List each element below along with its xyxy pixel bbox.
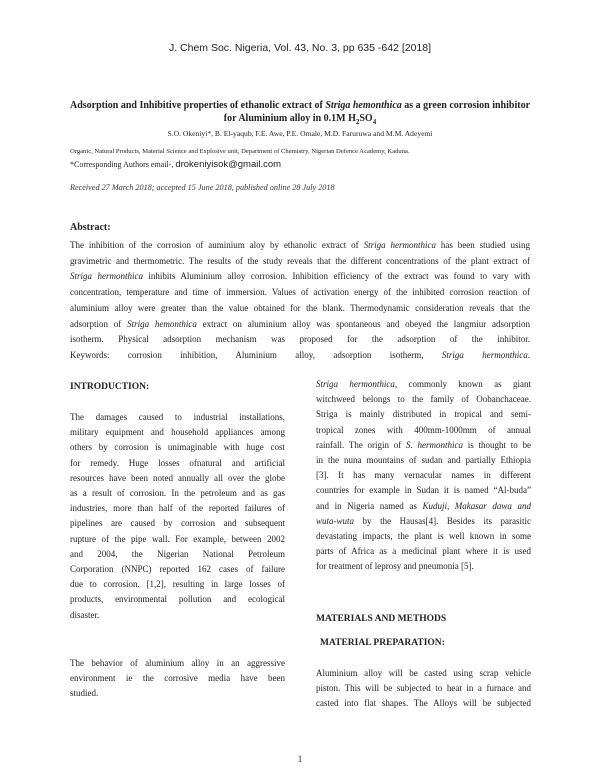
- corresponding-email[interactable]: drokeniyisok@gmail.com: [175, 159, 282, 170]
- corresponding-author: [70, 159, 281, 170]
- abstract-line: concentration, temperature and time of immersion. Values of activation energy of the inhibited corrosion reaction of: [70, 287, 530, 298]
- author-list: S.O. Okeniyi*, B. El-yaqub, F.E. Awe, P.E. Omale, M.D. Faruruwa and M.M. Adeyemi: [167, 129, 433, 138]
- text-line: pipelines are caused by corrosion and subsequent: [70, 518, 285, 529]
- text-line: Striga is mainly distributed in tropical and semi-: [316, 409, 531, 420]
- text-line: environment ie the corrosive media have been: [70, 673, 285, 684]
- text-line: industries, more than half of the reported failures of: [70, 503, 285, 514]
- abstract-heading: Abstract:: [70, 222, 111, 233]
- page-number: 1: [297, 754, 303, 764]
- title-part2: as a green corrosion inhibitor: [401, 100, 531, 111]
- text-line: piston. This will be subjected to heat in a furnace and: [316, 683, 531, 694]
- text-line: Striga hermonthica, commonly known as giant: [316, 379, 531, 389]
- abstract-line: isotherm. Physical adsorption mechanism was proposed for the adsorption of the inhibitor.: [70, 334, 530, 345]
- title-line2: for Aluminium alloy in 0.1M H: [223, 113, 356, 124]
- text-line: resources have been noted annually all over the globe: [70, 472, 285, 483]
- journal-header: J. Chem Soc. Nigeria, Vol. 43, No. 3, pp 635 -642 [2018]: [168, 42, 432, 54]
- text-line: devastating impacts, the plant is well known in some: [316, 531, 531, 542]
- title-sub2: 4: [372, 118, 377, 126]
- text-line: products, environmental pollution and ecological: [70, 594, 285, 605]
- text-line: studied.: [70, 688, 99, 699]
- affiliation: Organic, Natural Products, Material Science and Explosive unit, Department of Chemistry, Nigerian Defence Academy, Kaduna.: [70, 148, 410, 155]
- abstract-body: [70, 238, 530, 364]
- text-line: rupture of the pipe wall. For example, between 2002: [70, 533, 285, 544]
- text-line: tropical zones with 400mm-1000mm of annual: [316, 424, 531, 435]
- text-line: wuta-wuta by the Hausas[4]. Besides its parasitic: [316, 515, 531, 526]
- text-line: in the nuna mountains of sudan and partially Ethiopia: [316, 455, 531, 466]
- text-line: The behavior of aluminium alloy in an aggressive: [70, 658, 285, 668]
- abstract-line: gravimetric and thermometric. The results of the study reveals that the different concentrations of the plant extract of: [70, 255, 530, 266]
- text-line: casted into flat shapes. The Alloys will be subjected: [316, 698, 531, 709]
- material-preparation-heading: MATERIAL PREPARATION:: [320, 638, 445, 648]
- text-line: witchweed belongs to the family of Oobanchaceae.: [316, 394, 531, 405]
- keywords: Keywords: corrosion inhibition, Aluminium alloy, adsorption isotherm, Striga hermonthica.: [70, 349, 530, 360]
- text-line: parts of Africa as a medicinal plant where it is used: [316, 546, 531, 557]
- text-line: for treatment of leprosy and pneumonia [5].: [316, 561, 474, 572]
- introduction-heading: INTRODUCTION:: [70, 382, 150, 392]
- text-line: others by corrosion is unimaginable with huge cost: [70, 442, 285, 453]
- text-line: Aluminium alloy will be casted using scrap vehicle: [316, 668, 531, 678]
- text-line: countries for example in Sudan it is named “Al-buda”: [316, 485, 531, 496]
- text-line: for remedy. Huge losses ofnatural and artificial: [70, 457, 285, 468]
- abstract-line: The inhibition of the corrosion of auminium aloy by ethanolic extract of Striga hermonthica has been studied using: [70, 240, 531, 250]
- title-sub1: 2: [355, 118, 360, 126]
- text-line: Corporation (NNPC) reported 162 cases of failure: [70, 564, 285, 575]
- received-dates: Received 27 March 2018; accepted 15 June 2018, published online 28 July 2018: [70, 183, 335, 192]
- corresponding-label: *Corresponding Authors email-,: [70, 160, 174, 169]
- text-line: military equipment and household appliances among: [70, 427, 285, 438]
- text-line: The damages caused to industrial installations,: [70, 412, 285, 422]
- abstract-line: adsorption of Striga hemonthica extract on aluminium alloy was spontaneous and obeyed the langmiur adsorption: [70, 318, 531, 329]
- text-line: as a result of corrosion. In the petroleum and as gas: [70, 488, 285, 499]
- introduction-para1: [70, 410, 285, 623]
- text-line: rainfall. The origin of S. hermonthica is thought to be: [316, 439, 532, 450]
- text-line: and in Nigeria named as Kuduji, Makasar dawa and: [316, 500, 531, 511]
- text-line: due to corrosion. [1,2], resulting in large losses of: [70, 579, 285, 590]
- title-species: Striga hemonthica: [325, 100, 402, 111]
- material-preparation-para: [316, 666, 531, 712]
- title-part1: Adsorption and Inhibitive properties of ethanolic extract of: [69, 100, 326, 111]
- paper-title: [60, 99, 540, 129]
- materials-methods-heading: MATERIALS AND METHODS: [316, 614, 447, 624]
- text-line: disaster.: [70, 609, 100, 620]
- abstract-line: Striga hermonthica inhibits Aluminium alloy corrosion. Inhibition efficiency of the extract was found to vary with: [70, 271, 530, 282]
- abstract-line: aluminium alloy were greater than the value obtained for the blank. Thermodynamic consideration reveals that the: [70, 302, 530, 313]
- introduction-para2: [70, 656, 285, 702]
- striga-para: [316, 377, 531, 575]
- title-so: SO: [359, 113, 373, 124]
- text-line: [3]. It has many vernacular names in different: [316, 470, 531, 481]
- text-line: and 2004, the Nigerian National Petroleum: [70, 548, 285, 559]
